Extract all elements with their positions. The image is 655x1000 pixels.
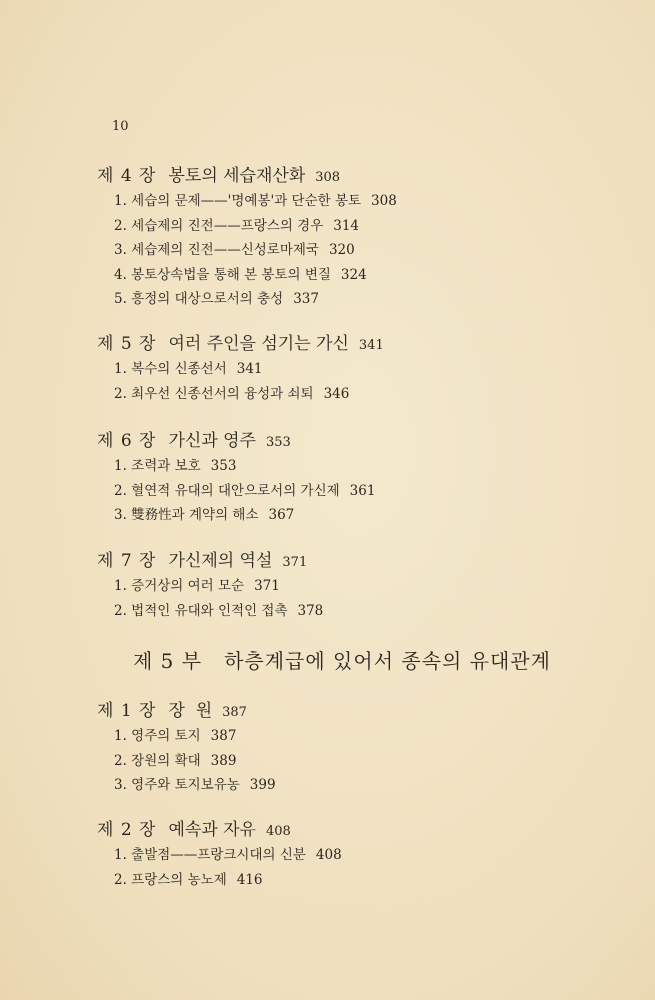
chapter-title	[97, 163, 617, 189]
chapter-page: 308	[315, 170, 341, 185]
entry-text: 2. 최우선 신종선서의 융성과 쇠퇴	[114, 385, 314, 402]
entry-page: 320	[328, 242, 355, 258]
toc-entry	[97, 214, 617, 239]
entry-page: 353	[210, 458, 237, 474]
chapter-page: 371	[282, 555, 308, 570]
entry-page: 367	[268, 507, 295, 523]
chapter-label: 제 1 장	[97, 701, 157, 721]
chapter-name: 가신제의 역설	[168, 551, 273, 571]
toc-entry	[97, 724, 617, 749]
chapter-title	[97, 548, 617, 574]
part-chapter-1	[97, 698, 617, 798]
toc-entry	[97, 749, 617, 774]
chapter-4	[97, 163, 617, 312]
entry-text: 2. 세습제의 진전——프랑스의 경우	[114, 217, 324, 234]
chapter-name: 예속과 자유	[168, 820, 256, 840]
toc-entry	[97, 189, 617, 214]
entry-text: 1. 세습의 문제——'명예봉'과 단순한 봉토	[114, 193, 362, 209]
entry-page: 387	[210, 728, 237, 744]
chapter-name: 봉토의 세습재산화	[168, 166, 306, 186]
entry-text: 1. 영주의 토지	[114, 728, 201, 744]
toc-entry	[97, 503, 617, 528]
entry-page: 416	[236, 871, 263, 888]
entry-text: 1. 증거상의 여러 모순	[114, 578, 245, 594]
chapter-title	[97, 428, 617, 454]
entry-page: 408	[315, 847, 342, 863]
entry-page: 308	[371, 193, 397, 209]
chapter-page: 353	[265, 435, 291, 450]
part-chapter-2	[97, 817, 617, 892]
toc-entry	[97, 843, 617, 868]
toc-entry	[97, 263, 617, 288]
chapter-5	[97, 331, 617, 406]
entry-text: 5. 흥정의 대상으로서의 충성	[114, 291, 284, 307]
toc-entry	[97, 574, 617, 599]
entry-page: 389	[210, 752, 237, 769]
chapter-6	[97, 428, 617, 528]
chapter-page: 341	[358, 338, 384, 353]
entry-page: 361	[349, 482, 376, 499]
chapter-title	[97, 698, 617, 724]
entry-page: 378	[297, 602, 324, 619]
chapter-name: 가신과 영주	[168, 431, 256, 451]
entry-text: 3. 雙務性과 계약의 해소	[114, 507, 259, 523]
entry-page: 399	[249, 777, 276, 793]
chapter-title	[97, 817, 617, 843]
chapter-label: 제 7 장	[97, 551, 157, 571]
toc-entry	[97, 287, 617, 312]
toc-entry	[97, 868, 617, 893]
chapter-title	[97, 331, 617, 357]
entry-text: 1. 출발점——프랑크시대의 신분	[114, 847, 306, 863]
entry-text: 2. 혈연적 유대의 대안으로서의 가신제	[114, 482, 340, 499]
entry-page: 324	[340, 266, 367, 283]
part-label: 제 5 부	[133, 649, 203, 673]
entry-page: 341	[236, 361, 263, 377]
entry-page: 337	[293, 291, 319, 307]
entry-text: 2. 법적인 유대와 인적인 접촉	[114, 602, 288, 619]
page-number: 10	[112, 119, 129, 134]
toc-entry	[97, 357, 617, 382]
chapter-name: 장 원	[168, 701, 213, 721]
toc-entry	[97, 479, 617, 504]
entry-text: 1. 조력과 보호	[114, 458, 201, 474]
chapter-page: 387	[222, 705, 247, 720]
chapter-label: 제 5 장	[97, 334, 157, 354]
toc-entry	[97, 382, 617, 407]
part-heading	[133, 645, 551, 674]
entry-text: 4. 봉토상속법을 통해 본 봉토의 변질	[114, 266, 331, 283]
entry-text: 2. 장원의 확대	[114, 752, 201, 769]
toc-entry	[97, 773, 617, 798]
entry-text: 3. 세습제의 진전——신성로마제국	[114, 242, 319, 258]
entry-page: 371	[254, 578, 280, 594]
chapter-7	[97, 548, 617, 623]
toc-entry	[97, 454, 617, 479]
chapter-label: 제 2 장	[97, 820, 157, 840]
entry-page: 346	[323, 385, 350, 402]
toc-entry	[97, 599, 617, 624]
part-title: 하층계급에 있어서 종속의 유대관계	[224, 649, 551, 673]
entry-text: 3. 영주와 토지보유농	[114, 777, 240, 793]
entry-page: 314	[333, 217, 360, 234]
toc-entry	[97, 238, 617, 263]
chapter-label: 제 4 장	[97, 166, 157, 186]
chapter-page: 408	[265, 824, 291, 839]
chapter-label: 제 6 장	[97, 431, 157, 451]
entry-text: 2. 프랑스의 농노제	[114, 871, 227, 888]
entry-text: 1. 복수의 신종선서	[114, 361, 227, 377]
chapter-name: 여러 주인을 섬기는 가신	[168, 334, 349, 354]
